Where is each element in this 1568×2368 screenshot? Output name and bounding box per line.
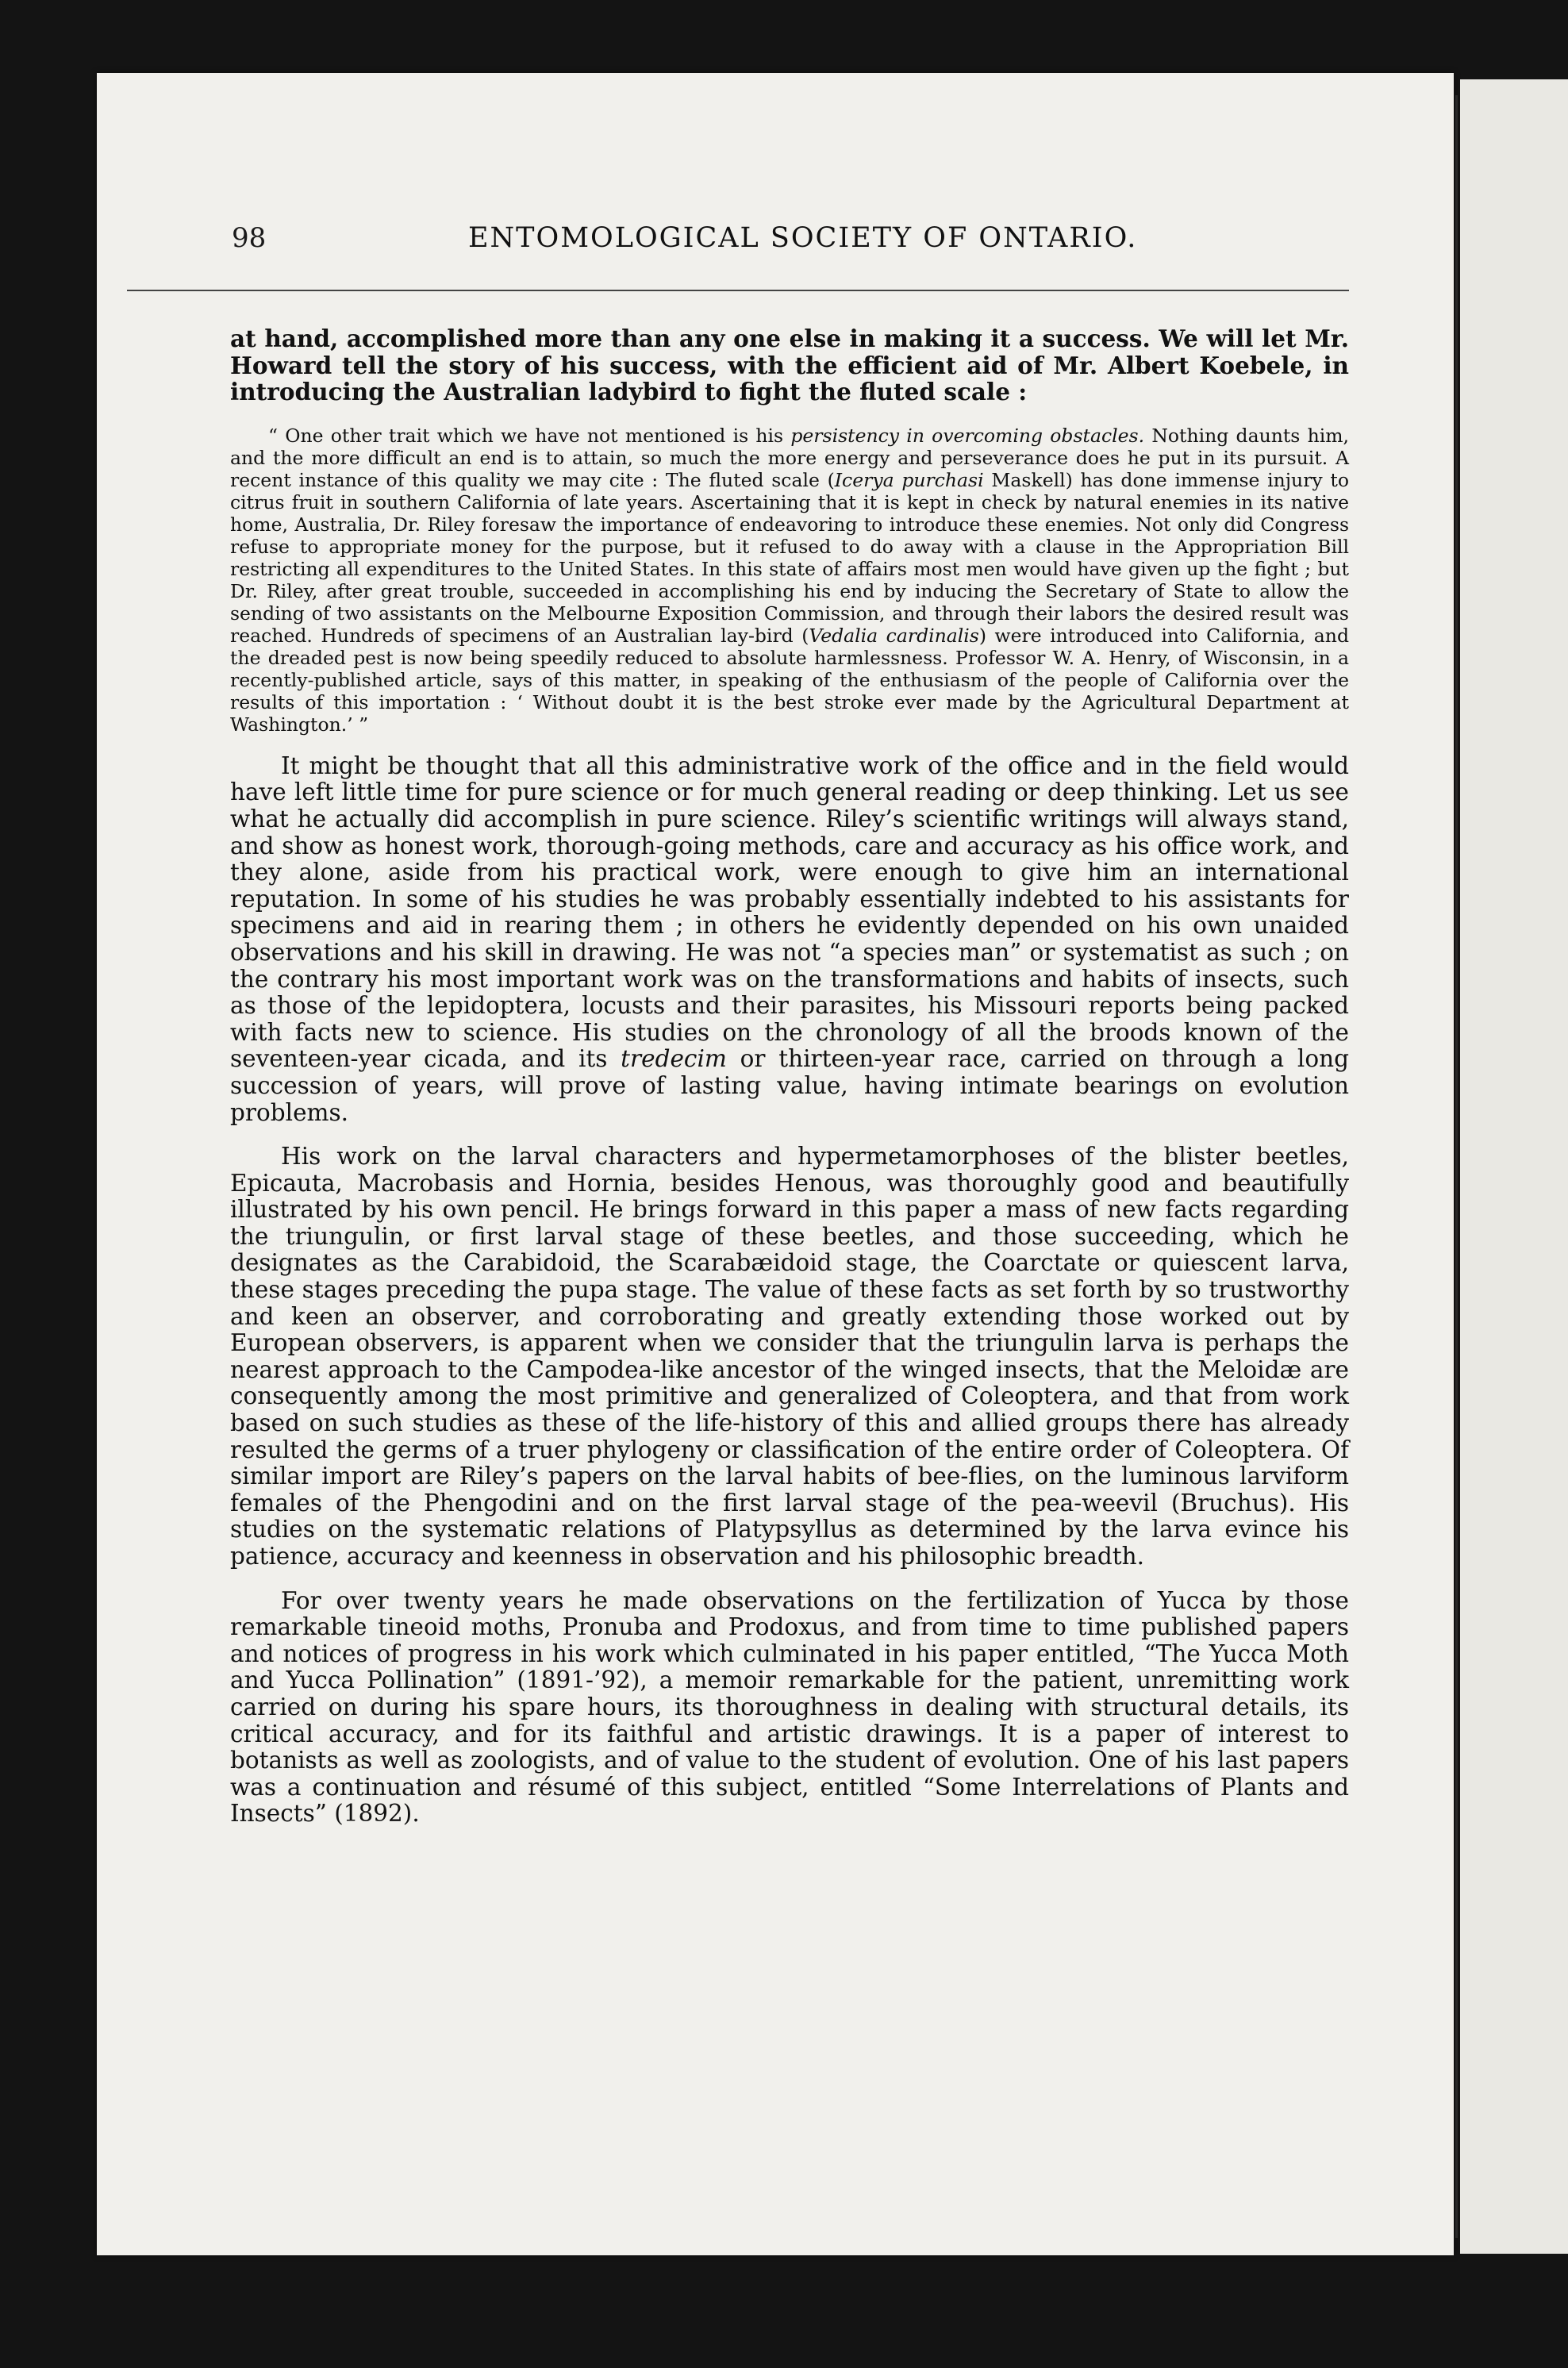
block-quote [230, 425, 1349, 736]
quote-italic: Vedalia cardinalis [809, 624, 979, 647]
quote-text: Maskell) has done immense injury to citrus fruit in southern California of late years. Ascertaining that it is kept in check by natural enemies in its native home, Australia, Dr. Riley foresaw the importance of endeavoring to introduce these enemies. Not only did Congress refuse to appropriate money for the purpose, but it refused to do away with a clause in the Appropriation Bill restricting all expenditures to the United States. In this state of affairs most men would have given up the fight ; but Dr. Riley, after great trouble, succeeded in accomplishing his end by inducing the Secretary of State to allow the sending of two assistants on the Melbourne Exposition Commission, and through their labors the desired result was reached. Hundreds of specimens of an Australian lay-bird ( [230, 468, 1349, 647]
page-body [230, 317, 1349, 1828]
facing-page-edge [1460, 79, 1568, 2254]
header-rule [127, 290, 1349, 291]
lead-paragraph: at hand, accomplished more than any one else in making it a success. We will let Mr. Howard tell the story of his success, with the efficient aid of Mr. Albert Koebele, in introducing the Australian ladybird to fight the fluted scale : [230, 325, 1349, 406]
quote-text: Nothing daunts him, and the more difficult an end is to attain, so much the more energy and perseverance does he put in its pursuit. A recent instance of this quality we may cite : The fluted scale ( [230, 424, 1350, 491]
running-title: ENTOMOLOGICAL SOCIETY OF ONTARIO. [468, 222, 1138, 254]
page-number: 98 [232, 222, 267, 254]
body-paragraph [230, 753, 1349, 1126]
quote-text: “ One other trait which we have not mentioned is his [268, 424, 791, 447]
body-paragraph: His work on the larval characters and hypermetamorphoses of the blister beetles, Epicauta, Macrobasis and Hornia, besides Henous, was thoroughly good and beautifully illustrated by his own pencil. He brings forward in this paper a mass of new facts regarding the triungulin, or first larval stage of these beetles, and those succeeding, which he designates as the Carabidoid, the Scarabæidoid stage, the Coarctate or quiescent larva, these stages preceding the pupa stage. The value of these facts as set forth by so trustworthy and keen an observer, and corroborating and greatly extending those worked out by European observers, is apparent when we consider that the triungulin larva is perhaps the nearest approach to the Campodea-like ancestor of the winged insects, that the Meloidæ are consequently among the most primitive and generalized of Coleoptera, and that from work based on such studies as these of the life-history of this and allied groups there has already resulted the germs of a truer phylogeny or classification of the entire order of Coleoptera. Of similar import are Riley’s papers on the larval habits of bee-flies, on the luminous larviform females of the Phengodini and on the first larval stage of the pea-weevil (Bruchus). His studies on the systematic relations of Platypsyllus as determined by the larva evince his patience, accuracy and keenness in observation and his philosophic breadth. [230, 1143, 1349, 1570]
page-header [135, 208, 1357, 263]
quote-italic: persistency in overcoming obstacles. [790, 424, 1145, 447]
paragraph-italic: tredecim [621, 1045, 727, 1073]
paragraph-text: It might be thought that all this administrative work of the office and in the field would have left little time for pure science or for much general reading or deep thinking. Let us see what he actually did accomplish in pure science. Riley’s scientific writings will always stand, and show as honest work, thorough-going methods, care and accuracy as his office work, and they alone, aside from his practical work, were enough to give him an international reputation. In some of his studies he was probably essentially indebted to his assistants for specimens and aid in rearing them ; in others he evidently depended on his own unaided observations and his skill in drawing. He was not “a species man” or systematist as such ; on the contrary his most important work was on the transformations and habits of insects, such as those of the lepidoptera, locusts and their parasites, his Missouri reports being packed with facts new to science. His studies on the chronology of all the broods known of the seventeen-year cicada, and its [230, 752, 1349, 1073]
quote-italic: Icerya purchasi [834, 468, 984, 491]
page-gutter-shadow [1455, 95, 1458, 2238]
paragraph-text: or thirteen-year race, carried on through a long succession of years, will prove of lasting value, having intimate bearings on evolution problems. [230, 1045, 1349, 1126]
body-paragraph: For over twenty years he made observations on the fertilization of Yucca by those remarkable tineoid moths, Pronuba and Prodoxus, and from time to time published papers and notices of progress in his work which culminated in his paper entitled, “The Yucca Moth and Yucca Pollination” (1891-’92), a memoir remarkable for the patient, unremitting work carried on during his spare hours, its thoroughness in dealing with structural details, its critical accuracy, and for its faithful and artistic drawings. It is a paper of interest to botanists as well as zoologists, and of value to the student of evolution. One of his last papers was a continuation and résumé of this subject, entitled “Some Interrelations of Plants and Insects” (1892). [230, 1586, 1349, 1828]
quote-text: ) were introduced into California, and the dreaded pest is now being speedily reduced to absolute harmlessness. Professor W. A. Henry, of Wisconsin, in a recently-published article, says of this matter, in speaking of the enthusiasm of the people of California over the results of this importation : ‘ Without doubt it is the best stroke ever made by the Agricultural Department at Washington.’ ” [230, 624, 1349, 736]
